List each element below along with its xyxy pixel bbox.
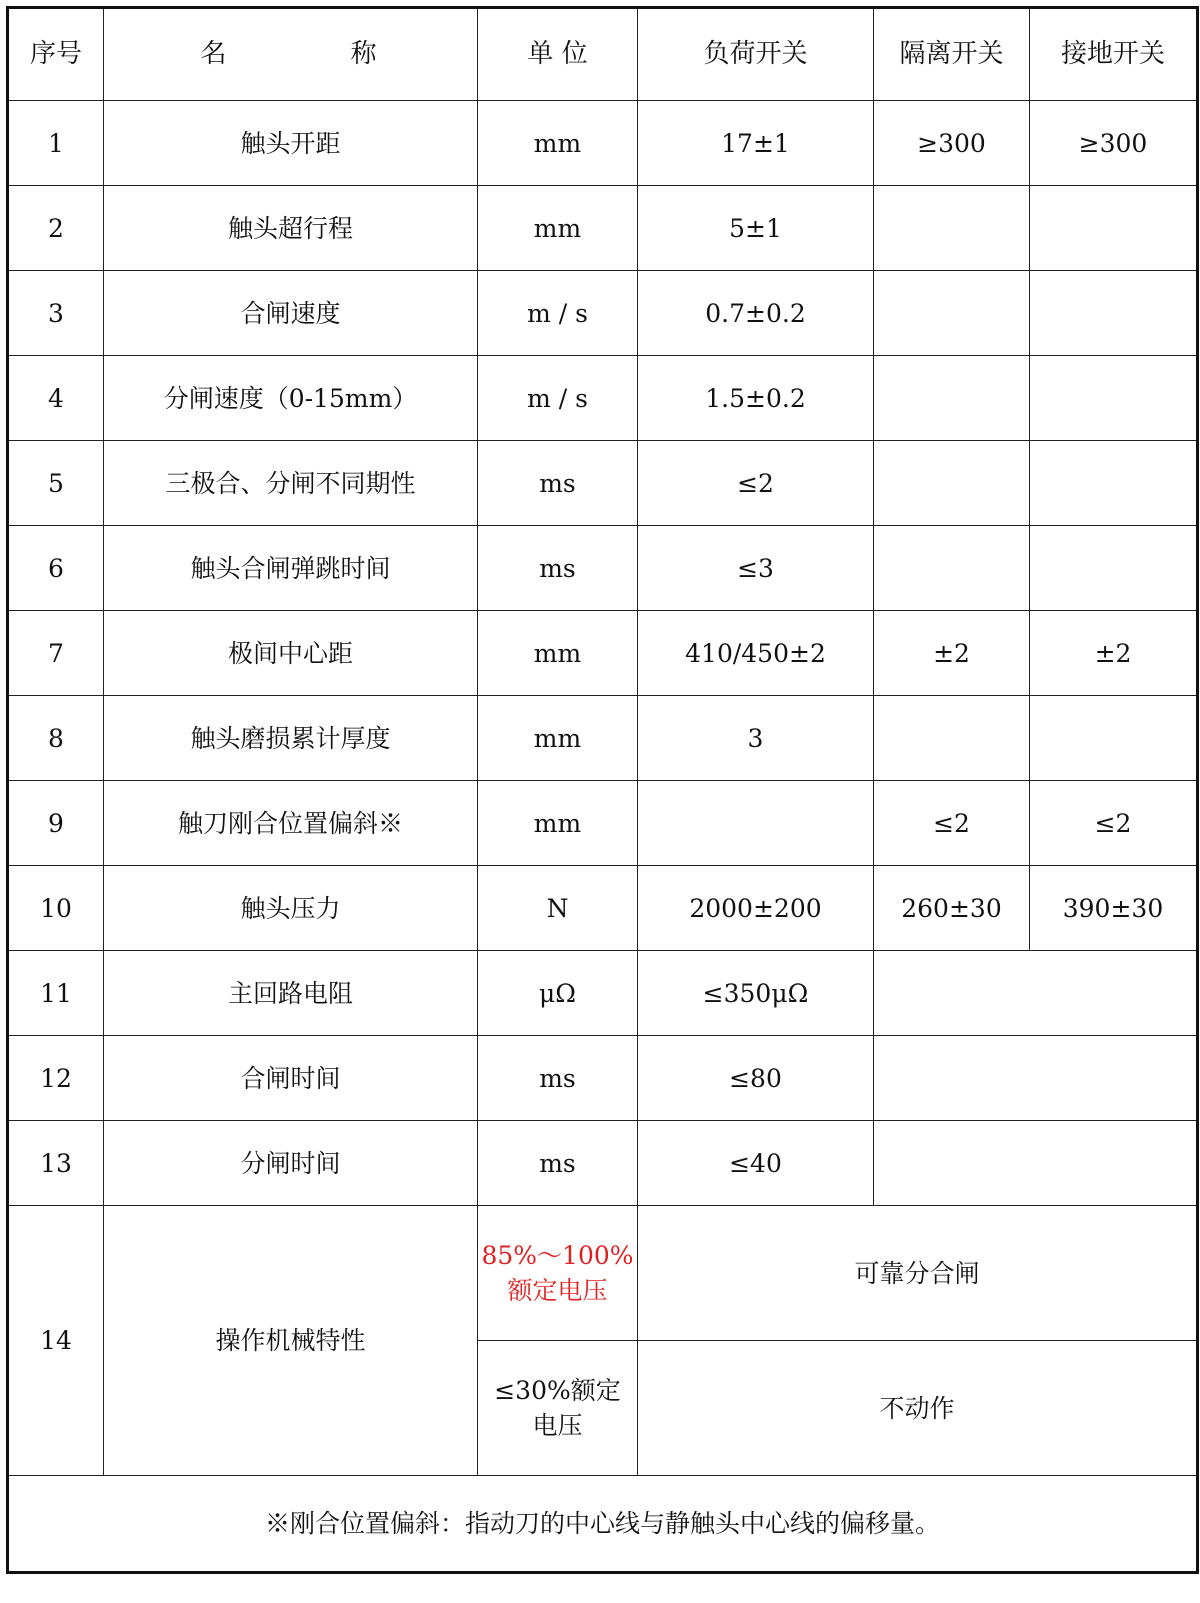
cell-earth [1030,526,1198,611]
table-row [8,781,1198,866]
cell-unit: ms [478,1121,638,1206]
cell-name: 触头超行程 [104,186,478,271]
cell-load: 17±1 [638,101,874,186]
header-earthing-switch: 接地开关 [1030,8,1198,101]
condition-line: ≤30%额定 [494,1376,621,1405]
cell-result-no-action: 不动作 [638,1341,1198,1476]
header-name [104,8,478,101]
mechanical-characteristics-table [6,6,1199,1574]
cell-seq: 1 [8,101,104,186]
header-row [8,8,1198,101]
cell-iso [874,271,1030,356]
table-row [8,356,1198,441]
cell-iso [874,356,1030,441]
cell-seq: 4 [8,356,104,441]
cell-seq: 10 [8,866,104,951]
cell-merged-blank [874,951,1198,1036]
cell-name: 触头合闸弹跳时间 [104,526,478,611]
cell-unit: mm [478,186,638,271]
cell-iso [874,186,1030,271]
cell-load: 410/450±2 [638,611,874,696]
table-row [8,441,1198,526]
header-seq: 序号 [8,8,104,101]
cell-condition-low-voltage [478,1341,638,1476]
table-row [8,696,1198,781]
cell-load: 5±1 [638,186,874,271]
cell-earth: 390±30 [1030,866,1198,951]
condition-line: 电压 [532,1411,583,1440]
cell-name: 触头压力 [104,866,478,951]
cell-load: ≤350μΩ [638,951,874,1036]
cell-name: 分闸速度（0-15mm） [104,356,478,441]
cell-seq: 13 [8,1121,104,1206]
cell-name: 触头磨损累计厚度 [104,696,478,781]
table-row [8,951,1198,1036]
cell-merged-blank [874,1036,1198,1121]
cell-unit: m / s [478,356,638,441]
cell-name: 主回路电阻 [104,951,478,1036]
table-row [8,526,1198,611]
cell-earth [1030,356,1198,441]
header-name-right: 称 [350,39,381,70]
cell-name: 合闸速度 [104,271,478,356]
cell-load: ≤2 [638,441,874,526]
cell-name: 三极合、分闸不同期性 [104,441,478,526]
cell-merged-blank [874,1121,1198,1206]
cell-seq: 14 [8,1206,104,1476]
cell-earth [1030,696,1198,781]
cell-seq: 7 [8,611,104,696]
cell-earth [1030,441,1198,526]
cell-seq: 12 [8,1036,104,1121]
table-row [8,186,1198,271]
cell-condition-rated-voltage [478,1206,638,1341]
cell-unit: mm [478,781,638,866]
cell-iso: 260±30 [874,866,1030,951]
cell-unit: μΩ [478,951,638,1036]
cell-unit: mm [478,696,638,781]
cell-unit: mm [478,101,638,186]
cell-iso: ≥300 [874,101,1030,186]
cell-name: 分闸时间 [104,1121,478,1206]
table-row [8,101,1198,186]
cell-load: ≤3 [638,526,874,611]
cell-earth [1030,271,1198,356]
cell-name: 合闸时间 [104,1036,478,1121]
cell-seq: 2 [8,186,104,271]
cell-name: 极间中心距 [104,611,478,696]
cell-unit: N [478,866,638,951]
cell-result-reliable: 可靠分合闸 [638,1206,1198,1341]
cell-unit: m / s [478,271,638,356]
cell-name: 触刀刚合位置偏斜※ [104,781,478,866]
cell-seq: 8 [8,696,104,781]
cell-iso [874,441,1030,526]
table-row-operation-a [8,1206,1198,1341]
cell-load: 3 [638,696,874,781]
cell-iso: ±2 [874,611,1030,696]
cell-seq: 5 [8,441,104,526]
cell-earth [1030,186,1198,271]
table-row [8,611,1198,696]
cell-unit: ms [478,1036,638,1121]
cell-iso: ≤2 [874,781,1030,866]
cell-iso [874,696,1030,781]
cell-unit: mm [478,611,638,696]
cell-load: ≤40 [638,1121,874,1206]
cell-name: 操作机械特性 [104,1206,478,1476]
table-row [8,1121,1198,1206]
cell-seq: 3 [8,271,104,356]
header-load-switch: 负荷开关 [638,8,874,101]
header-isolation-switch: 隔离开关 [874,8,1030,101]
table-row [8,1036,1198,1121]
cell-earth: ≥300 [1030,101,1198,186]
cell-load: 2000±200 [638,866,874,951]
cell-load: ≤80 [638,1036,874,1121]
cell-unit: ms [478,526,638,611]
cell-name: 触头开距 [104,101,478,186]
cell-load: 0.7±0.2 [638,271,874,356]
cell-load: 1.5±0.2 [638,356,874,441]
cell-seq: 6 [8,526,104,611]
cell-load [638,781,874,866]
cell-iso [874,526,1030,611]
header-name-left: 名 [200,39,231,70]
cell-unit: ms [478,441,638,526]
table-row [8,271,1198,356]
footnote: ※刚合位置偏斜：指动刀的中心线与静触头中心线的偏移量。 [8,1476,1198,1573]
table-row [8,866,1198,951]
condition-line: 85%～100% [481,1241,634,1270]
cell-earth: ≤2 [1030,781,1198,866]
condition-line: 额定电压 [507,1276,608,1305]
cell-earth: ±2 [1030,611,1198,696]
header-unit: 单 位 [478,8,638,101]
cell-seq: 11 [8,951,104,1036]
footnote-row [8,1476,1198,1573]
cell-seq: 9 [8,781,104,866]
